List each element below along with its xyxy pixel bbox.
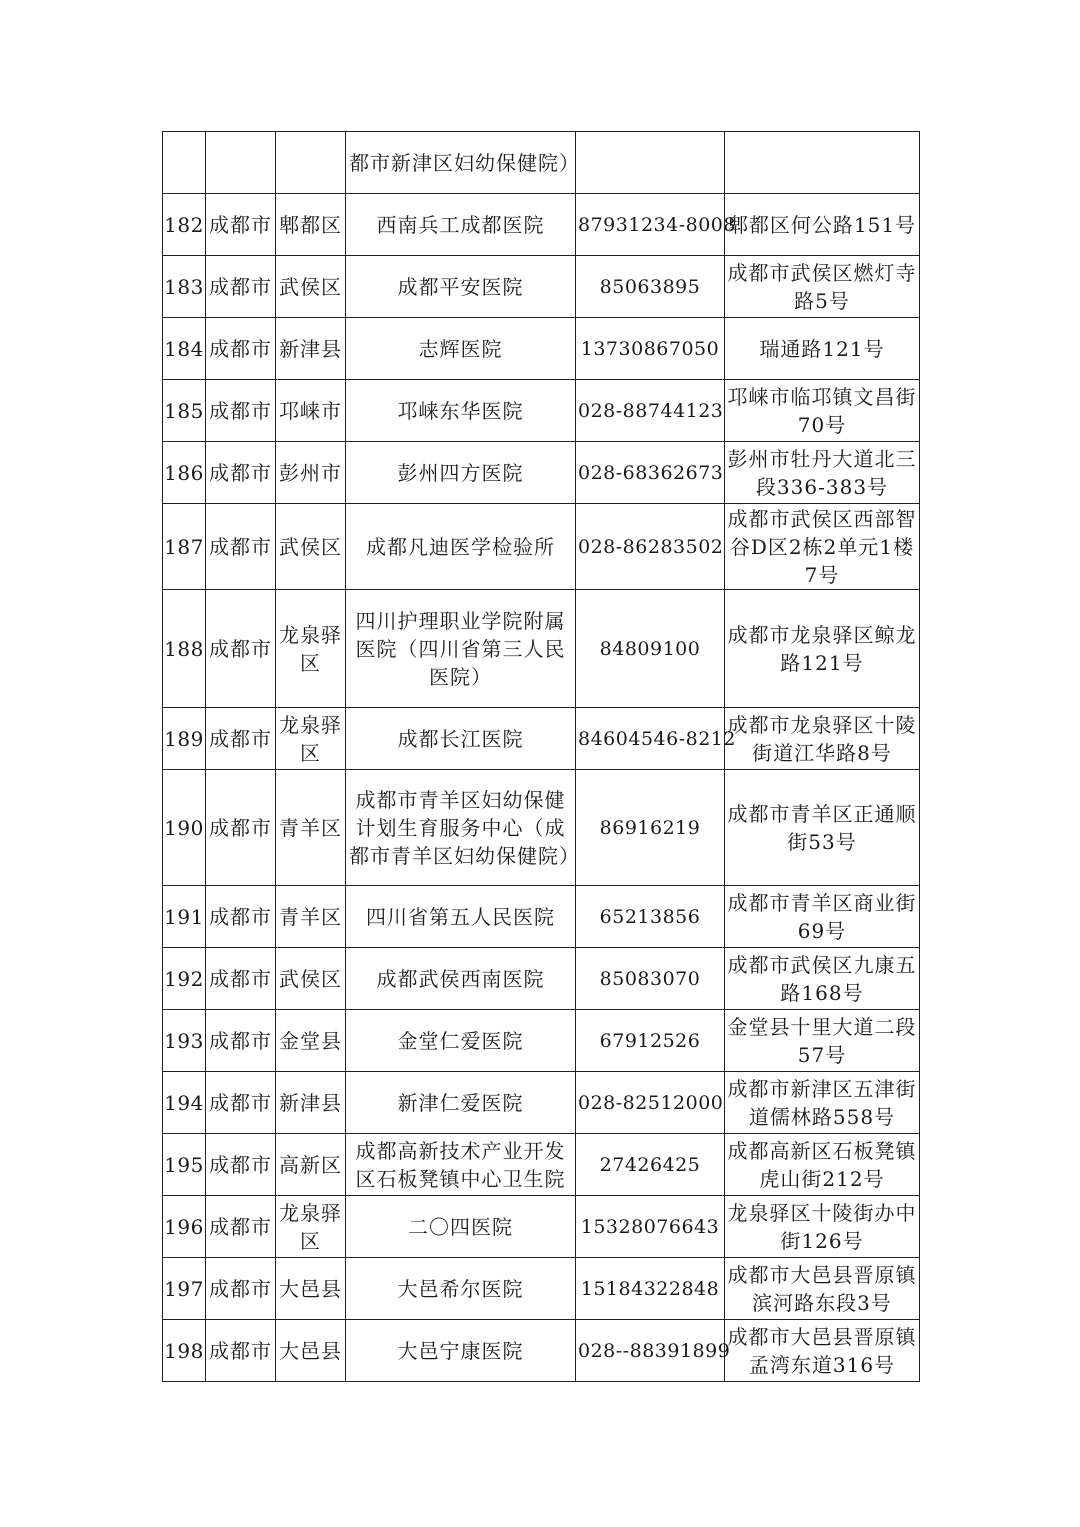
phone-cell xyxy=(576,132,725,194)
city-cell: 成都市 xyxy=(206,194,276,256)
district-cell: 武侯区 xyxy=(276,504,346,590)
phone-cell: 85063895 xyxy=(576,256,725,318)
table-row xyxy=(163,886,920,948)
city-cell: 成都市 xyxy=(206,1134,276,1196)
table-row xyxy=(163,1320,920,1382)
city-cell: 成都市 xyxy=(206,708,276,770)
phone-cell: 65213856 xyxy=(576,886,725,948)
row-number-cell: 192 xyxy=(163,948,206,1010)
address-cell: 彭州市牡丹大道北三段336-383号 xyxy=(725,442,920,504)
district-cell xyxy=(276,132,346,194)
district-cell: 邛崃市 xyxy=(276,380,346,442)
city-cell: 成都市 xyxy=(206,590,276,708)
table-row xyxy=(163,256,920,318)
hospital-name-cell: 彭州四方医院 xyxy=(346,442,576,504)
address-cell: 成都市新津区五津街道儒林路558号 xyxy=(725,1072,920,1134)
row-number-cell: 191 xyxy=(163,886,206,948)
phone-cell: 87931234-8008 xyxy=(576,194,725,256)
table-row xyxy=(163,1072,920,1134)
address-cell: 龙泉驿区十陵街办中街126号 xyxy=(725,1196,920,1258)
hospital-name-cell: 都市新津区妇幼保健院） xyxy=(346,132,576,194)
city-cell: 成都市 xyxy=(206,1258,276,1320)
phone-cell: 84604546-8212 xyxy=(576,708,725,770)
phone-cell: 028-82512000 xyxy=(576,1072,725,1134)
hospital-name-cell: 成都武侯西南医院 xyxy=(346,948,576,1010)
address-cell: 郫都区何公路151号 xyxy=(725,194,920,256)
city-cell: 成都市 xyxy=(206,318,276,380)
district-cell: 新津县 xyxy=(276,1072,346,1134)
row-number-cell: 198 xyxy=(163,1320,206,1382)
address-cell: 成都市大邑县晋原镇孟湾东道316号 xyxy=(725,1320,920,1382)
address-cell: 成都市武侯区燃灯寺路5号 xyxy=(725,256,920,318)
district-cell: 大邑县 xyxy=(276,1320,346,1382)
address-cell: 成都市龙泉驿区十陵街道江华路8号 xyxy=(725,708,920,770)
row-number-cell: 196 xyxy=(163,1196,206,1258)
row-number-cell: 183 xyxy=(163,256,206,318)
hospital-name-cell: 邛崃东华医院 xyxy=(346,380,576,442)
phone-cell: 27426425 xyxy=(576,1134,725,1196)
hospital-name-cell: 成都市青羊区妇幼保健计划生育服务中心（成都市青羊区妇幼保健院） xyxy=(346,770,576,886)
district-cell: 青羊区 xyxy=(276,886,346,948)
address-cell: 瑞通路121号 xyxy=(725,318,920,380)
address-cell xyxy=(725,132,920,194)
row-number-cell: 187 xyxy=(163,504,206,590)
table-row xyxy=(163,132,920,194)
table-row xyxy=(163,590,920,708)
address-cell: 成都市青羊区商业街69号 xyxy=(725,886,920,948)
city-cell xyxy=(206,132,276,194)
district-cell: 金堂县 xyxy=(276,1010,346,1072)
address-cell: 成都市青羊区正通顺街53号 xyxy=(725,770,920,886)
city-cell: 成都市 xyxy=(206,1072,276,1134)
table-row xyxy=(163,442,920,504)
row-number-cell: 184 xyxy=(163,318,206,380)
row-number-cell: 190 xyxy=(163,770,206,886)
table-row xyxy=(163,1196,920,1258)
city-cell: 成都市 xyxy=(206,1010,276,1072)
row-number-cell: 189 xyxy=(163,708,206,770)
address-cell: 成都市龙泉驿区鲸龙路121号 xyxy=(725,590,920,708)
row-number-cell: 188 xyxy=(163,590,206,708)
city-cell: 成都市 xyxy=(206,948,276,1010)
table-row xyxy=(163,1134,920,1196)
table-row xyxy=(163,380,920,442)
city-cell: 成都市 xyxy=(206,886,276,948)
district-cell: 龙泉驿区 xyxy=(276,708,346,770)
hospital-name-cell: 大邑宁康医院 xyxy=(346,1320,576,1382)
hospital-name-cell: 新津仁爱医院 xyxy=(346,1072,576,1134)
table-row xyxy=(163,948,920,1010)
address-cell: 成都市武侯区西部智谷D区2栋2单元1楼7号 xyxy=(725,504,920,590)
table-row xyxy=(163,504,920,590)
district-cell: 武侯区 xyxy=(276,256,346,318)
phone-cell: 85083070 xyxy=(576,948,725,1010)
city-cell: 成都市 xyxy=(206,770,276,886)
address-cell: 成都高新区石板凳镇虎山街212号 xyxy=(725,1134,920,1196)
district-cell: 龙泉驿区 xyxy=(276,1196,346,1258)
phone-cell: 13730867050 xyxy=(576,318,725,380)
city-cell: 成都市 xyxy=(206,256,276,318)
district-cell: 青羊区 xyxy=(276,770,346,886)
hospital-list-table xyxy=(162,131,920,1382)
hospital-name-cell: 成都凡迪医学检验所 xyxy=(346,504,576,590)
hospital-name-cell: 西南兵工成都医院 xyxy=(346,194,576,256)
phone-cell: 028-88744123 xyxy=(576,380,725,442)
district-cell: 彭州市 xyxy=(276,442,346,504)
district-cell: 龙泉驿区 xyxy=(276,590,346,708)
row-number-cell: 185 xyxy=(163,380,206,442)
phone-cell: 86916219 xyxy=(576,770,725,886)
phone-cell: 15184322848 xyxy=(576,1258,725,1320)
hospital-name-cell: 四川护理职业学院附属医院（四川省第三人民医院） xyxy=(346,590,576,708)
district-cell: 新津县 xyxy=(276,318,346,380)
hospital-name-cell: 志辉医院 xyxy=(346,318,576,380)
table-row xyxy=(163,194,920,256)
table-row xyxy=(163,1010,920,1072)
city-cell: 成都市 xyxy=(206,1320,276,1382)
phone-cell: 028-86283502 xyxy=(576,504,725,590)
district-cell: 武侯区 xyxy=(276,948,346,1010)
hospital-name-cell: 成都高新技术产业开发区石板凳镇中心卫生院 xyxy=(346,1134,576,1196)
table-row xyxy=(163,770,920,886)
hospital-name-cell: 四川省第五人民医院 xyxy=(346,886,576,948)
row-number-cell: 186 xyxy=(163,442,206,504)
phone-cell: 15328076643 xyxy=(576,1196,725,1258)
hospital-name-cell: 金堂仁爱医院 xyxy=(346,1010,576,1072)
hospital-name-cell: 成都平安医院 xyxy=(346,256,576,318)
phone-cell: 84809100 xyxy=(576,590,725,708)
row-number-cell: 197 xyxy=(163,1258,206,1320)
table-row xyxy=(163,1258,920,1320)
address-cell: 成都市大邑县晋原镇滨河路东段3号 xyxy=(725,1258,920,1320)
row-number-cell xyxy=(163,132,206,194)
hospital-name-cell: 成都长江医院 xyxy=(346,708,576,770)
phone-cell: 028--88391899 xyxy=(576,1320,725,1382)
row-number-cell: 194 xyxy=(163,1072,206,1134)
district-cell: 大邑县 xyxy=(276,1258,346,1320)
phone-cell: 028-68362673 xyxy=(576,442,725,504)
city-cell: 成都市 xyxy=(206,1196,276,1258)
city-cell: 成都市 xyxy=(206,380,276,442)
hospital-name-cell: 大邑希尔医院 xyxy=(346,1258,576,1320)
row-number-cell: 182 xyxy=(163,194,206,256)
table-row xyxy=(163,318,920,380)
district-cell: 郫都区 xyxy=(276,194,346,256)
address-cell: 邛崃市临邛镇文昌街70号 xyxy=(725,380,920,442)
phone-cell: 67912526 xyxy=(576,1010,725,1072)
table-row xyxy=(163,708,920,770)
hospital-name-cell: 二〇四医院 xyxy=(346,1196,576,1258)
district-cell: 高新区 xyxy=(276,1134,346,1196)
city-cell: 成都市 xyxy=(206,504,276,590)
row-number-cell: 195 xyxy=(163,1134,206,1196)
address-cell: 金堂县十里大道二段57号 xyxy=(725,1010,920,1072)
city-cell: 成都市 xyxy=(206,442,276,504)
address-cell: 成都市武侯区九康五路168号 xyxy=(725,948,920,1010)
row-number-cell: 193 xyxy=(163,1010,206,1072)
